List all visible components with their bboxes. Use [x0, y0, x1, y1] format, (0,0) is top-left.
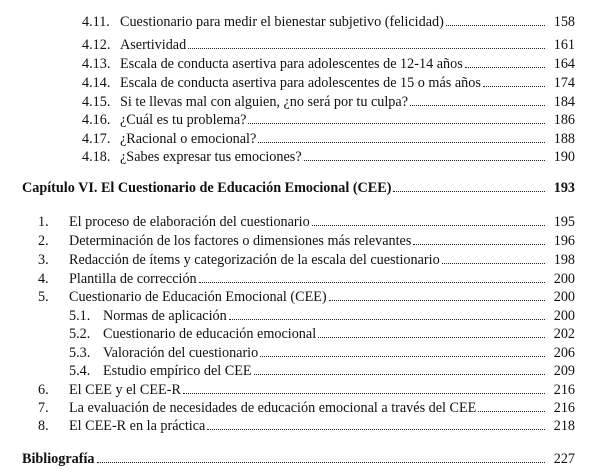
- entry-title: Valoración del cuestionario: [103, 345, 259, 361]
- entry-page: 195: [553, 214, 575, 230]
- dot-leader: [258, 141, 545, 143]
- chapter-heading: [22, 179, 575, 197]
- entry-page: 209: [553, 363, 575, 379]
- entry-page: 198: [553, 252, 575, 268]
- dot-leader: [254, 373, 545, 375]
- entry-number: 7.: [38, 400, 49, 416]
- entry-page: 158: [553, 14, 575, 30]
- dot-leader: [183, 392, 545, 394]
- toc-entry-3: [38, 251, 575, 269]
- dot-leader: [199, 281, 545, 283]
- entry-title: El CEE-R en la práctica: [69, 418, 206, 434]
- toc-entry-2: [38, 232, 575, 250]
- entry-title: Estudio empírico del CEE: [103, 363, 252, 379]
- entry-page: 190: [553, 149, 575, 165]
- toc-entry-5-2: [69, 325, 575, 343]
- entry-number: 4.15.: [82, 94, 111, 110]
- dot-leader: [260, 355, 545, 357]
- entry-title: Asertividad: [120, 37, 187, 53]
- bibliography-title: Bibliografía: [22, 451, 95, 467]
- entry-title: Cuestionario de educación emocional: [103, 326, 317, 342]
- entry-title: Escala de conducta asertiva para adolescentes de 12-14 años: [120, 56, 463, 72]
- entry-number: 5.4.: [69, 363, 91, 379]
- entry-number: 4.18.: [82, 149, 111, 165]
- entry-page: 196: [553, 233, 575, 249]
- entry-page: 206: [553, 345, 575, 361]
- dot-leader: [446, 24, 545, 26]
- dot-leader: [410, 104, 545, 106]
- entry-number: 4.13.: [82, 56, 111, 72]
- entry-number: 5.3.: [69, 345, 91, 361]
- entry-title: Si te llevas mal con alguien, ¿no será por tu culpa?: [120, 94, 408, 110]
- toc-entry-8: [38, 417, 575, 435]
- entry-title: ¿Sabes expresar tus emociones?: [120, 149, 302, 165]
- entry-number: 5.2.: [69, 326, 91, 342]
- dot-leader: [329, 299, 545, 301]
- toc-entry-4-17: [82, 130, 575, 148]
- entry-title: Determinación de los factores o dimensiones más relevantes: [69, 233, 412, 249]
- dot-leader: [229, 318, 545, 320]
- entry-number: 1.: [38, 214, 49, 230]
- entry-title: Cuestionario de Educación Emocional (CEE): [69, 289, 327, 305]
- toc-entry-5: [38, 288, 575, 306]
- dot-leader: [442, 262, 545, 264]
- dot-leader: [413, 243, 545, 245]
- entry-number: 4.17.: [82, 131, 111, 147]
- entry-page: 218: [553, 418, 575, 434]
- toc-entry-7: [38, 399, 575, 417]
- toc-entry-4-13: [82, 55, 575, 73]
- entry-title: ¿Racional o emocional?: [120, 131, 257, 147]
- entry-title: Plantilla de corrección: [69, 271, 197, 287]
- toc-entry-5-3: [69, 344, 575, 362]
- dot-leader: [248, 122, 545, 124]
- toc-entry-4-18: [82, 148, 575, 166]
- entry-number: 5.: [38, 289, 49, 305]
- entry-number: 3.: [38, 252, 49, 268]
- entry-number: 6.: [38, 382, 49, 398]
- entry-title: El CEE y el CEE-R: [69, 382, 181, 398]
- bibliography-page: 227: [553, 451, 575, 467]
- toc-entry-5-4: [69, 362, 575, 380]
- entry-number: 5.1.: [69, 308, 91, 324]
- entry-page: 174: [553, 75, 575, 91]
- entry-number: 8.: [38, 418, 49, 434]
- entry-page: 161: [553, 37, 575, 53]
- dot-leader: [312, 224, 545, 226]
- dot-leader: [188, 47, 545, 49]
- entry-title: La evaluación de necesidades de educación emocional a través del CEE: [69, 400, 477, 416]
- chapter-page: 193: [553, 180, 575, 196]
- chapter-title: Capítulo VI. El Cuestionario de Educación Emocional (CEE): [22, 180, 392, 196]
- entry-number: 4.16.: [82, 112, 111, 128]
- entry-page: 216: [553, 382, 575, 398]
- toc-entry-4-15: [82, 93, 575, 111]
- entry-title: ¿Cuál es tu problema?: [120, 112, 247, 128]
- toc-entry-5-1: [69, 307, 575, 325]
- entry-page: 200: [553, 289, 575, 305]
- toc-entry-4-16: [82, 111, 575, 129]
- dot-leader: [465, 66, 545, 68]
- toc-entry-4-12: [82, 36, 575, 54]
- entry-page: 200: [553, 271, 575, 287]
- entry-title: El proceso de elaboración del cuestionario: [69, 214, 310, 230]
- entry-page: 184: [553, 94, 575, 110]
- entry-page: 186: [553, 112, 575, 128]
- toc-entry-6: [38, 381, 575, 399]
- entry-page: 188: [553, 131, 575, 147]
- entry-number: 4.: [38, 271, 49, 287]
- dot-leader: [483, 85, 545, 87]
- dot-leader: [318, 336, 545, 338]
- toc-entry-1: [38, 213, 575, 231]
- dot-leader: [97, 461, 545, 463]
- entry-number: 4.12.: [82, 37, 111, 53]
- dot-leader: [393, 190, 545, 192]
- entry-page: 216: [553, 400, 575, 416]
- bibliography-heading: [22, 450, 575, 468]
- dot-leader: [478, 410, 545, 412]
- entry-page: 200: [553, 308, 575, 324]
- entry-page: 202: [553, 326, 575, 342]
- entry-page: 164: [553, 56, 575, 72]
- dot-leader: [304, 159, 545, 161]
- entry-title: Redacción de ítems y categorización de la escala del cuestionario: [69, 252, 440, 268]
- entry-number: 4.14.: [82, 75, 111, 91]
- dot-leader: [207, 428, 545, 430]
- entry-number: 2.: [38, 233, 49, 249]
- toc-entry-4-11: [82, 13, 575, 31]
- entry-title: Normas de aplicación: [103, 308, 227, 324]
- toc-entry-4: [38, 270, 575, 288]
- entry-title: Cuestionario para medir el bienestar subjetivo (felicidad): [120, 14, 444, 30]
- entry-title: Escala de conducta asertiva para adolescentes de 15 o más años: [120, 75, 481, 91]
- toc-entry-4-14: [82, 74, 575, 92]
- entry-number: 4.11.: [82, 14, 110, 30]
